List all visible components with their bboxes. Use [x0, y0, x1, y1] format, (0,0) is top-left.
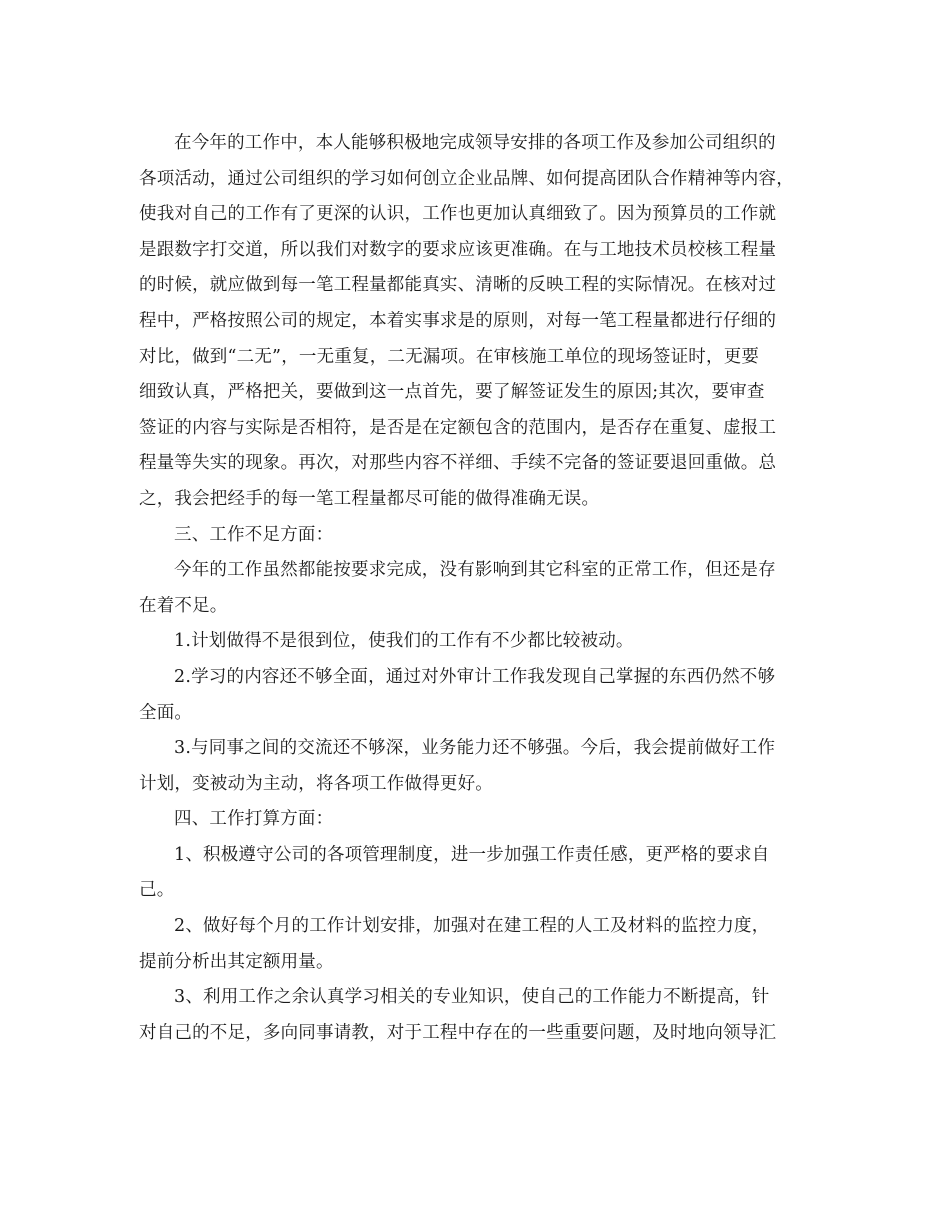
text-line: 己。 [139, 880, 175, 901]
text-line: 是跟数字打交道，所以我们对数字的要求应该更准确。在与工地技术员校核工程量 [139, 239, 777, 260]
text-line: 对比，做到“二无”，一无重复，二无漏项。在审核施工单位的现场签证时，更要 [139, 346, 760, 367]
text-line: 的时候，就应做到每一笔工程量都能真实、清晰的反映工程的实际情况。在核对过 [139, 275, 777, 296]
text-line: 2、做好每个月的工作计划安排，加强对在建工程的人工及材料的监控力度， [174, 916, 770, 937]
text-line: 程中，严格按照公司的规定，本着实事求是的原则，对每一笔工程量都进行仔细的 [139, 310, 777, 331]
text-line: 3.与同事之间的交流还不够深，业务能力还不够强。今后，我会提前做好工作 [174, 738, 776, 759]
text-line: 3、利用工作之余认真学习相关的专业知识，使自己的工作能力不断提高，针 [174, 987, 770, 1008]
text-line: 细致认真，严格把关，要做到这一点首先，要了解签证发生的原因;其次，要审查 [139, 382, 765, 403]
text-line: 1、积极遵守公司的各项管理制度，进一步加强工作责任感，更严格的要求自 [174, 844, 770, 865]
text-line: 对自己的不足，多向同事请教，对于工程中存在的一些重要问题，及时地向领导汇 [139, 1022, 777, 1043]
text-line: 各项活动，通过公司组织的学习如何创立企业品牌、如何提高团队合作精神等内容， [139, 168, 794, 189]
text-line: 今年的工作虽然都能按要求完成，没有影响到其它科室的正常工作，但还是存 [174, 560, 776, 581]
text-line: 全面。 [139, 702, 193, 723]
text-line: 程量等失实的现象。再次，对那些内容不祥细、手续不完备的签证要退回重做。总 [139, 453, 777, 474]
text-line: 在着不足。 [139, 595, 228, 616]
text-line: 提前分析出其定额用量。 [139, 951, 334, 972]
text-line: 三、工作不足方面： [174, 524, 334, 545]
text-line: 在今年的工作中，本人能够积极地完成领导安排的各项工作及参加公司组织的 [174, 133, 776, 153]
text-line: 使我对自己的工作有了更深的认识，工作也更加认真细致了。因为预算员的工作就 [139, 204, 777, 225]
text-line: 四、工作打算方面： [174, 809, 334, 830]
text-line: 之，我会把经手的每一笔工程量都尽可能的做得准确无误。 [139, 488, 600, 509]
text-line: 计划，变被动为主动，将各项工作做得更好。 [139, 773, 493, 794]
text-line: 2.学习的内容还不够全面，通过对外审计工作我发现自己掌握的东西仍然不够 [174, 666, 776, 687]
text-line: 签证的内容与实际是否相符，是否是在定额包含的范围内，是否存在重复、虚报工 [139, 417, 777, 438]
text-line: 1.计划做得不是很到位，使我们的工作有不少都比较被动。 [174, 631, 634, 652]
document-body [139, 126, 819, 1051]
